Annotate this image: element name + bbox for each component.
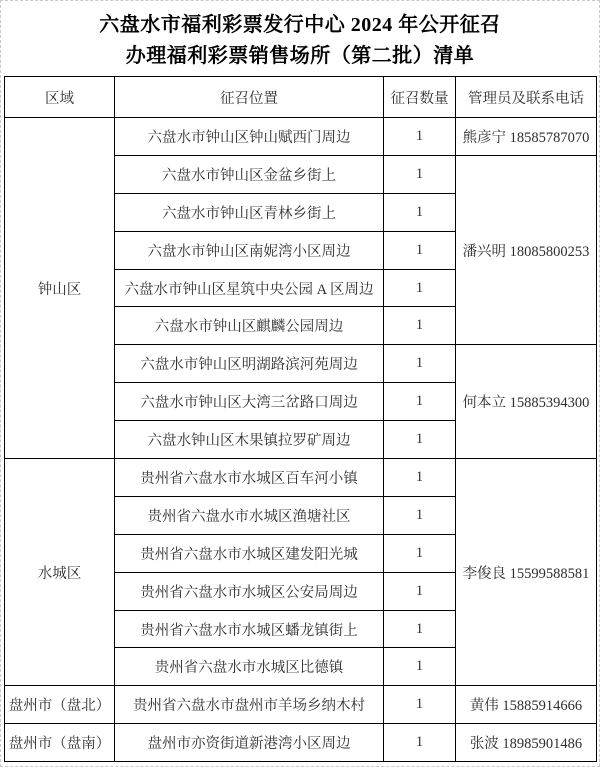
header-manager: 管理员及联系电话 [456,77,597,118]
quantity-cell: 1 [384,686,456,724]
quantity-cell: 1 [384,345,456,383]
location-cell: 盘州市亦资街道新港湾小区周边 [115,724,384,762]
recruitment-table [4,76,597,762]
quantity-cell: 1 [384,572,456,610]
quantity-cell: 1 [384,534,456,572]
quantity-cell: 1 [384,155,456,193]
manager-cell: 张波 18985901486 [456,724,597,762]
location-cell: 贵州省六盘水市盘州市羊场乡纳木村 [115,686,384,724]
header-location: 征召位置 [115,77,384,118]
region-cell: 盘州市（盘南） [5,724,115,762]
region-cell: 水城区 [5,459,115,686]
quantity-cell: 1 [384,231,456,269]
location-cell: 贵州省六盘水市水城区渔塘社区 [115,496,384,534]
quantity-cell: 1 [384,648,456,686]
location-cell: 贵州省六盘水市水城区建发阳光城 [115,534,384,572]
location-cell: 贵州省六盘水市水城区百车河小镇 [115,459,384,497]
location-cell: 六盘水市钟山区明湖路滨河苑周边 [115,345,384,383]
location-cell: 六盘水市钟山区青林乡街上 [115,193,384,231]
quantity-cell: 1 [384,307,456,345]
quantity-cell: 1 [384,496,456,534]
location-cell: 六盘水市钟山区大湾三岔路口周边 [115,383,384,421]
location-cell: 六盘水市钟山区南妮湾小区周边 [115,231,384,269]
quantity-cell: 1 [384,459,456,497]
quantity-cell: 1 [384,421,456,459]
quantity-cell: 1 [384,383,456,421]
title-line-2: 办理福利彩票销售场所（第二批）清单 [125,45,475,67]
table-row [5,686,597,724]
location-cell: 六盘水市钟山区麒麟公园周边 [115,307,384,345]
location-cell: 贵州省六盘水市水城区公安局周边 [115,572,384,610]
quantity-cell: 1 [384,724,456,762]
location-cell: 六盘水市钟山区金盆乡街上 [115,155,384,193]
document-title [1,10,599,72]
location-cell: 贵州省六盘水市水城区蟠龙镇街上 [115,610,384,648]
region-cell: 钟山区 [5,118,115,459]
manager-cell: 何本立 15885394300 [456,345,597,459]
header-region: 区域 [5,77,115,118]
quantity-cell: 1 [384,269,456,307]
region-cell: 盘州市（盘北） [5,686,115,724]
quantity-cell: 1 [384,118,456,156]
table-row [5,724,597,762]
header-quantity: 征召数量 [384,77,456,118]
table-row [5,118,597,156]
location-cell: 六盘水钟山区木果镇拉罗矿周边 [115,421,384,459]
table-row [5,459,597,497]
manager-cell: 熊彦宁 18585787070 [456,118,597,156]
quantity-cell: 1 [384,610,456,648]
manager-cell: 潘兴明 18085800253 [456,155,597,344]
title-line-1: 六盘水市福利彩票发行中心 2024 年公开征召 [99,14,501,36]
location-cell: 六盘水市钟山区星筑中央公园 A 区周边 [115,269,384,307]
manager-cell: 李俊良 15599588581 [456,459,597,686]
location-cell: 六盘水市钟山区钟山赋西门周边 [115,118,384,156]
manager-cell: 黄伟 15885914666 [456,686,597,724]
quantity-cell: 1 [384,193,456,231]
location-cell: 贵州省六盘水市水城区比德镇 [115,648,384,686]
header-row [5,77,597,118]
